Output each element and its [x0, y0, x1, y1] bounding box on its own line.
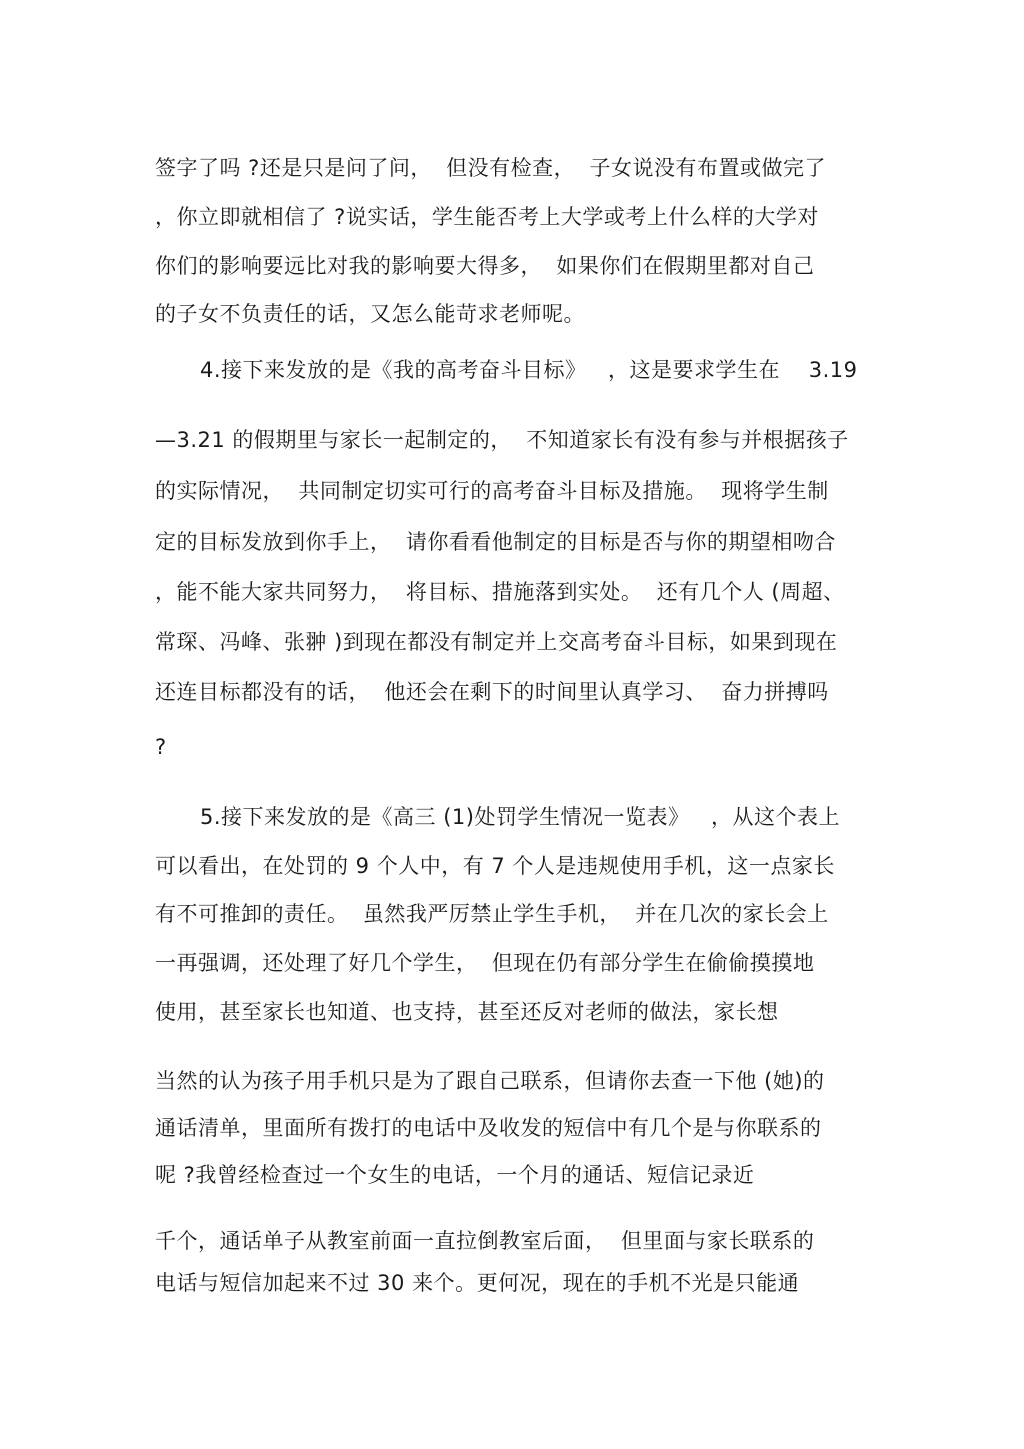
text-line: 使用，甚至家长也知道、也支持，甚至还反对老师的做法，家长想 [155, 1000, 779, 1024]
text-line: 签字了吗 ?还是只是问了问， 但没有检查， 子女说没有布置或做完了 [155, 156, 827, 180]
text-line: ? [155, 735, 167, 759]
text-line: 4.接下来发放的是《我的高考奋斗目标》 ，这是要求学生在 3.19 [200, 358, 858, 382]
text-line: 的实际情况， 共同制定切实可行的高考奋斗目标及措施。 现将学生制 [155, 479, 829, 503]
text-line: 还连目标都没有的话， 他还会在剩下的时间里认真学习、 奋力拼搏吗 [155, 680, 829, 704]
text-line: 有不可推卸的责任。 虽然我严厉禁止学生手机， 并在几次的家长会上 [155, 902, 829, 926]
text-line: 常琛、冯峰、张翀 )到现在都没有制定并上交高考奋斗目标，如果到现在 [155, 630, 838, 654]
text-line: —3.21 的假期里与家长一起制定的， 不知道家长有没有参与并根据孩子 [155, 428, 849, 452]
text-line: ，你立即就相信了 ?说实话，学生能否考上大学或考上什么样的大学对 [155, 205, 819, 229]
text-line: 千个，通话单子从教室前面一直拉倒教室后面， 但里面与家长联系的 [155, 1229, 815, 1253]
text-line: 呢 ?我曾经检查过一个女生的电话，一个月的通话、短信记录近 [155, 1163, 755, 1187]
text-line: 可以看出，在处罚的 9 个人中，有 7 个人是违规使用手机，这一点家长 [155, 854, 835, 878]
text-line: 当然的认为孩子用手机只是为了跟自己联系，但请你去查一下他 (她)的 [155, 1069, 825, 1093]
text-line: 一再强调，还处理了好几个学生， 但现在仍有部分学生在偷偷摸摸地 [155, 951, 815, 975]
text-line: 5.接下来发放的是《高三 (1)处罚学生情况一览表》 ，从这个表上 [200, 805, 840, 829]
text-line: 的子女不负责任的话，又怎么能苛求老师呢。 [155, 302, 585, 326]
text-line: 电话与短信加起来不过 30 来个。更何况，现在的手机不光是只能通 [155, 1271, 800, 1295]
text-line: 你们的影响要远比对我的影响要大得多， 如果你们在假期里都对自己 [155, 254, 815, 278]
text-line: 通话清单，里面所有拨打的电话中及收发的短信中有几个是与你联系的 [155, 1116, 822, 1140]
text-line: ，能不能大家共同努力， 将目标、措施落到实处。 还有几个人 (周超、 [155, 580, 845, 604]
text-line: 定的目标发放到你手上， 请你看看他制定的目标是否与你的期望相吻合 [155, 530, 836, 554]
